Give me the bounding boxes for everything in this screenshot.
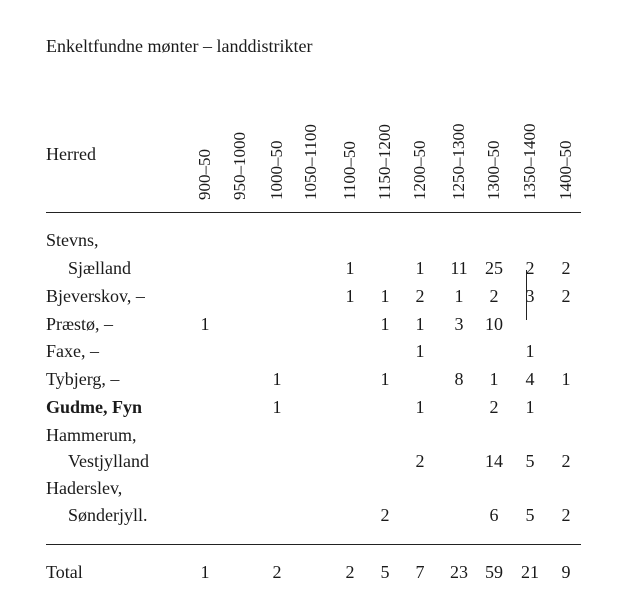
column-header-label: 1100–50 [340,141,359,200]
table-cell: 1 [525,341,535,361]
column-header-label: 1050–1100 [301,124,320,200]
table-cell: 5 [525,451,535,471]
row-label: Faxe, – [46,341,99,361]
table-cell: 2 [380,505,390,525]
column-header-label: 900–50 [195,149,214,200]
header-rule [46,212,581,213]
table-cell: 1 [380,369,390,389]
table-cell: 25 [485,258,503,278]
table-cell: 3 [525,286,535,306]
table-cell: 2 [489,286,499,306]
table-cell: 2 [561,258,571,278]
column-header-label: 1150–1200 [375,124,394,200]
pen-mark [526,270,527,320]
column-header-label: 1250–1300 [449,123,468,200]
total-cell: 9 [561,562,571,582]
row-label: Sønderjyll. [68,505,148,525]
table-cell: 2 [561,286,571,306]
table-cell: 8 [454,369,464,389]
total-cell: 2 [272,562,282,582]
table-cell: 1 [272,369,282,389]
total-cell: 1 [200,562,210,582]
total-rule [46,544,581,545]
table-cell: 2 [489,397,499,417]
total-cell: 7 [415,562,425,582]
table-cell: 3 [454,314,464,334]
column-header-label: 1300–50 [484,140,503,200]
table-cell: 2 [561,451,571,471]
column-header-label: 1200–50 [410,140,429,200]
column-header-label: 950–1000 [230,132,249,200]
row-label: Stevns, [46,230,99,250]
table-cell: 1 [525,397,535,417]
table-cell: 1 [454,286,464,306]
herred-column-header: Herred [46,144,96,164]
document-title: Enkeltfundne mønter – landdistrikter [46,36,313,56]
column-header-label: 1000–50 [267,140,286,200]
table-cell: 2 [415,451,425,471]
row-label: Hammerum, [46,425,137,445]
table-cell: 6 [489,505,499,525]
table-cell: 1 [415,397,425,417]
table-cell: 1 [415,314,425,334]
table-cell: 14 [485,451,503,471]
table-cell: 1 [380,286,390,306]
row-label: Sjælland [68,258,132,278]
table-cell: 2 [415,286,425,306]
table-cell: 1 [415,258,425,278]
row-label: Tybjerg, – [46,369,120,389]
table-cell: 2 [561,505,571,525]
table-cell: 1 [345,258,355,278]
table-cell: 5 [525,505,535,525]
table-cell: 1 [489,369,499,389]
total-cell: 21 [521,562,539,582]
column-header-label: 1400–50 [556,140,575,200]
table-cell: 1 [380,314,390,334]
table-cell: 1 [561,369,571,389]
table-cell: 10 [485,314,503,334]
total-cell: 59 [485,562,503,582]
row-label: Vestjylland [68,451,149,471]
table-cell: 11 [450,258,468,278]
row-label: Haderslev, [46,478,123,498]
table-cell: 1 [272,397,282,417]
total-label: Total [46,562,83,582]
column-header-label: 1350–1400 [520,123,539,200]
row-label: Præstø, – [46,314,114,334]
table-cell: 1 [200,314,210,334]
row-label: Bjeverskov, – [46,286,145,306]
table-cell: 4 [525,369,535,389]
table-cell: 2 [525,258,535,278]
total-cell: 23 [450,562,468,582]
total-cell: 5 [380,562,390,582]
table-cell: 1 [345,286,355,306]
row-label: Gudme, Fyn [46,397,143,417]
total-cell: 2 [345,562,355,582]
table-cell: 1 [415,341,425,361]
